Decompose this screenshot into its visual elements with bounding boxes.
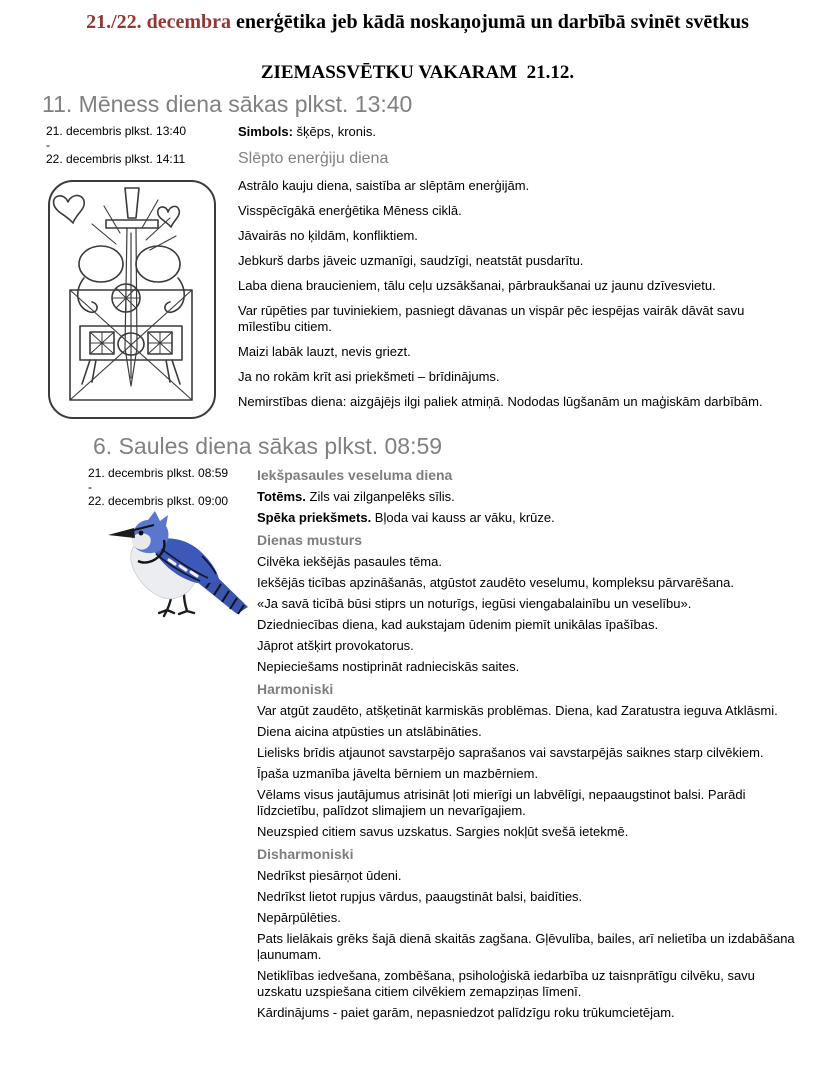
paragraph: Vēlams visus jautājumus atrisināt ļoti mierīgi un labvēlīgi, nepaaugstinot balsi. Parādi līdzcietību, palīdzot slimajiem un nevarīgajiem. [257, 787, 746, 818]
document-title [0, 10, 835, 34]
title-date-part: 21./22. decembra [86, 11, 232, 33]
paragraph: Iekšējās ticības apzināšanās, atgūstot zaudēto veselumu, kompleksu pārvarēšana. [257, 575, 734, 590]
subheading-bold: Iekšpasaules veseluma diena [257, 467, 453, 483]
sun-left-column [88, 466, 257, 622]
subheading-bold: Disharmoniski [257, 846, 354, 862]
paragraph: Jāvairās no ķildām, konfliktiem. [238, 228, 418, 243]
labeled-paragraph: Totēms. Zils vai zilganpelēks sīlis. [257, 489, 455, 504]
sun-date-from: 21. decembris plkst. 08:59 [88, 466, 229, 480]
labeled-paragraph: Spēka priekšmets. Bļoda vai kauss ar vāku, krūze. [257, 510, 555, 525]
paragraph: Jebkurš darbs jāveic uzmanīgi, saudzīgi, neatstāt pusdarītu. [238, 253, 584, 268]
moon-left-column [46, 124, 238, 421]
sun-section-heading: 6. Saules diena sākas plkst. 08:59 [93, 433, 443, 459]
sun-date-to: 22. decembris plkst. 09:00 [88, 494, 229, 508]
paragraph: Var atgūt zaudēto, atšķetināt karmiskās problēmas. Diena, kad Zaratustra ieguva Atklāsmi. [257, 703, 778, 718]
paragraph-label: Simbols: [238, 124, 293, 139]
subheading-light: Slēpto enerģiju diena [238, 150, 389, 167]
paragraph: Nemirstības diena: aizgājējs ilgi paliek atmiņā. Nododas lūgšanām un maģiskām darbībām. [238, 394, 763, 409]
paragraph: Nepieciešams nostiprināt radnieciskās saites. [257, 659, 520, 674]
sun-date-separator: - [88, 480, 92, 494]
paragraph-label: Spēka priekšmets. [257, 510, 372, 525]
paragraph: Netiklības iedvešana, zombēšana, psiholoģiskā iedarbība uz taisnprātīgu cilvēku, savu uzskatu uzspiešana citiem cilvēkiem zemapziņas līmenī. [257, 968, 755, 999]
moon-date-to: 22. decembris plkst. 14:11 [46, 152, 186, 166]
paragraph: Lielisks brīdis atjaunot savstarpējo saprašanos vai savstarpējās saiknes starp cilvēkiem. [257, 745, 764, 760]
moon-section-body [0, 124, 835, 421]
paragraph: Nepārpūlēties. [257, 910, 341, 925]
paragraph: Īpaša uzmanība jāvelta bērniem un mazbērniem. [257, 766, 539, 781]
sun-section-body [0, 466, 835, 1026]
paragraph: Var rūpēties par tuviniekiem, pasniegt dāvanas un vispār pēc iespējas vairāk dāvāt savu mīlestību citiem. [238, 303, 745, 334]
paragraph: Neuzspied citiem savus uzskatus. Sargies nokļūt svešā ietekmē. [257, 824, 629, 839]
title-text-part: enerģētika jeb kādā noskaņojumā un darbībā svinēt svētkus [231, 11, 749, 33]
paragraph: Maizi labāk lauzt, nevis griezt. [238, 344, 411, 359]
sun-day-section [0, 433, 835, 1026]
blue-jay-image [100, 510, 257, 622]
paragraph: Astrālo kauju diena, saistība ar slēptām enerģijām. [238, 178, 530, 193]
subheading-bold: Dienas musturs [257, 532, 363, 548]
paragraph: Laba diena braucieniem, tālu ceļu uzsākšanai, pārbraukšanai uz jaunu dzīvesvietu. [238, 278, 716, 293]
paragraph: «Ja savā ticībā būsi stiprs un noturīgs, iegūsi viengabalainību un veselību». [257, 596, 692, 611]
paragraph: Pats lielākais grēks šajā dienā skaitās zagšana. Gļēvulība, bailes, arī nelietība un izdabāšana ļaunumam. [257, 931, 795, 962]
paragraph: Jāprot atšķirt provokatorus. [257, 638, 414, 653]
moon-section-heading: 11. Mēness diena sākas plkst. 13:40 [42, 91, 413, 117]
paragraph: Cilvēka iekšējās pasaules tēma. [257, 554, 442, 569]
subheading-bold: Harmoniski [257, 681, 334, 697]
paragraph: Kārdinājums - paiet garām, nepasniedzot palīdzīgu roku trūkumcietējam. [257, 1005, 675, 1020]
paragraph: Ja no rokām krīt asi priekšmeti – brīdinājums. [238, 369, 500, 384]
moon-day-section [0, 91, 835, 421]
crown-sword-card-image [46, 178, 238, 421]
labeled-paragraph: Simbols: šķēps, kronis. [238, 124, 376, 139]
document-subtitle: ZIEMASSVĒTKU VAKARAM 21.12. [260, 62, 575, 83]
paragraph: Visspēcīgākā enerģētika Mēness ciklā. [238, 203, 462, 218]
paragraph: Nedrīkst lietot rupjus vārdus, paaugstināt balsi, baidīties. [257, 889, 583, 904]
paragraph-label: Totēms. [257, 489, 306, 504]
paragraph: Diena aicina atpūsties un atslābināties. [257, 724, 482, 739]
moon-content [238, 124, 790, 419]
paragraph: Nedrīkst piesārņot ūdeni. [257, 868, 402, 883]
moon-date-separator: - [46, 138, 50, 152]
paragraph: Dziedniecības diena, kad aukstajam ūdenim piemīt unikālas īpašības. [257, 617, 659, 632]
moon-date-from: 21. decembris plkst. 13:40 [46, 124, 187, 138]
sun-content [257, 466, 797, 1026]
